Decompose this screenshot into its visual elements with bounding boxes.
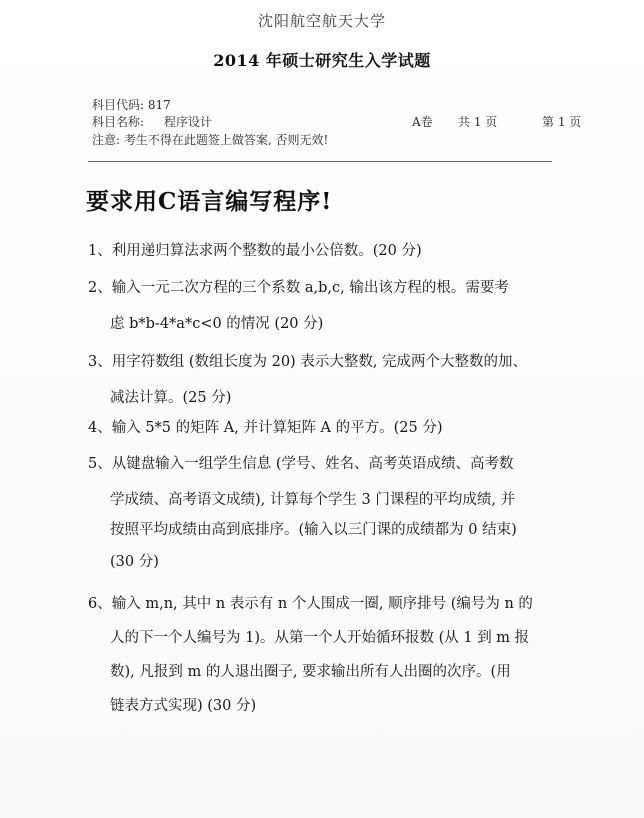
question-5-line-3: 按照平均成绩由高到底排序。(输入以三门课的成绩都为 0 结束) bbox=[110, 522, 517, 538]
question-3-line-1: 3、用字符数组 (数组长度为 20) 表示大整数, 完成两个大整数的加、 bbox=[88, 354, 528, 370]
subject-name: 程序设计 bbox=[164, 115, 213, 129]
question-5-line-4: (30 分) bbox=[110, 554, 159, 570]
exam-notice: 注意: 考生不得在此题签上做答案, 否则无效! bbox=[92, 133, 329, 147]
exam-title: 2014 年硕士研究生入学试题 bbox=[213, 51, 431, 70]
instruction-heading: 要求用C语言编写程序! bbox=[86, 188, 333, 215]
subject-label: 科目名称: bbox=[92, 115, 145, 129]
question-1: 1、利用递归算法求两个整数的最小公倍数。(20 分) bbox=[88, 243, 422, 259]
question-6-line-1: 6、输入 m,n, 其中 n 表示有 n 个人围成一圈, 顺序排号 (编号为 n 的 bbox=[88, 596, 533, 612]
question-6-line-4: 链表方式实现) (30 分) bbox=[110, 698, 257, 714]
question-4: 4、输入 5*5 的矩阵 A, 并计算矩阵 A 的平方。(25 分) bbox=[88, 420, 443, 436]
subject-code: 科目代码: 817 bbox=[92, 98, 171, 112]
question-6-line-2: 人的下一个人编号为 1)。从第一个人开始循环报数 (从 1 到 m 报 bbox=[110, 630, 530, 646]
question-3-line-2: 减法计算。(25 分) bbox=[110, 390, 232, 406]
subject-info-row bbox=[92, 113, 581, 130]
question-5-line-1: 5、从键盘输入一组学生信息 (学号、姓名、高考英语成绩、高考数 bbox=[88, 456, 514, 472]
question-6-line-3: 数), 凡报到 m 的人退出圈子, 要求输出所有人出圈的次序。(用 bbox=[110, 664, 511, 680]
question-2-line-2: 虑 b*b-4*a*c<0 的情况 (20 分) bbox=[110, 316, 324, 332]
header-divider bbox=[88, 161, 552, 162]
total-pages: 共 1 页 bbox=[458, 115, 498, 129]
page-number: 第 1 页 bbox=[542, 115, 582, 129]
university-name: 沈阳航空航天大学 bbox=[257, 12, 386, 30]
question-2-line-1: 2、输入一元二次方程的三个系数 a,b,c, 输出该方程的根。需要考 bbox=[88, 280, 509, 296]
question-5-line-2: 学成绩、高考语文成绩), 计算每个学生 3 门课程的平均成绩, 并 bbox=[110, 492, 516, 508]
paper-type: A卷 bbox=[412, 115, 433, 129]
